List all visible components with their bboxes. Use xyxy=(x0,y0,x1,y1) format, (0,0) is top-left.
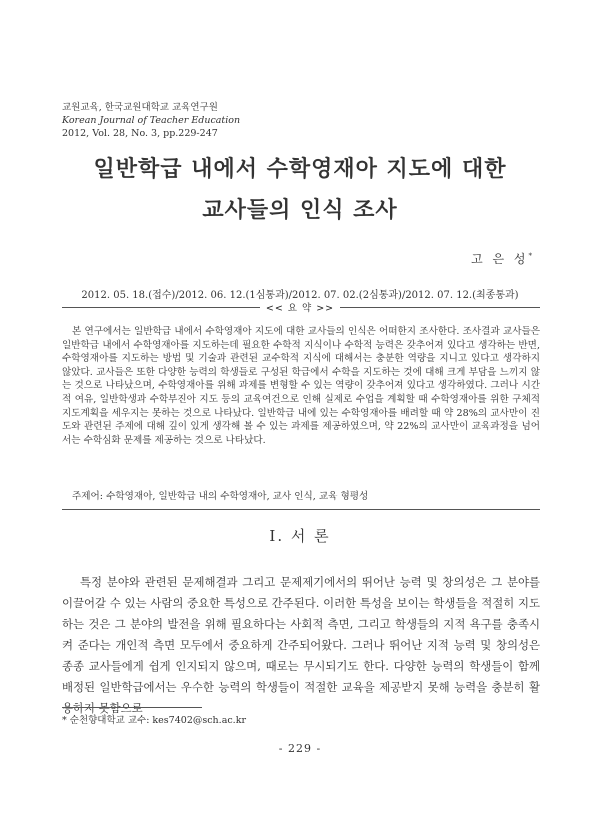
author-footnote: * 순천향대학교 교수: kes7402@sch.ac.kr xyxy=(62,715,246,726)
journal-volume-info: 2012, Vol. 28, No. 3, pp.229-247 xyxy=(62,128,218,139)
abstract-heading xyxy=(0,300,600,314)
abstract-bottom-rule xyxy=(62,509,540,510)
footnote-rule xyxy=(62,707,202,708)
submission-dates: 2012. 05. 18.(접수)/2012. 06. 12.(1심통과)/2012. 07. 02.(2심통과)/2012. 07. 12.(최종통과) xyxy=(81,290,519,301)
journal-name-korean: 교원교육, 한국교원대학교 교육연구원 xyxy=(62,102,218,113)
keywords: 주제어: 수학영재아, 일반학급 내의 수학영재아, 교사 인식, 교육 형평성 xyxy=(72,491,369,502)
author xyxy=(471,250,532,267)
journal-name-english: Korean Journal of Teacher Education xyxy=(62,115,241,126)
author-name: 고 은 성 xyxy=(471,252,529,266)
abstract-label: << 요 약 >> xyxy=(260,303,340,314)
paper-title-line-1: 일반학급 내에서 수학영재아 지도에 대한 xyxy=(93,156,507,182)
section-heading-introduction: Ⅰ. 서 론 xyxy=(269,527,331,545)
journal-header xyxy=(62,101,240,140)
paper-title-line-2: 교사들의 인식 조사 xyxy=(202,197,398,223)
page-number: - 229 - xyxy=(278,742,322,755)
body-paragraph: 특정 분야와 관련된 문제해결과 그리고 문제제기에서의 뛰어난 능력 및 창의성은 그 분야를 이끌어갈 수 있는 사람의 중요한 특성으로 간주된다. 이러한 특성을 보이는 학생들을 적절히 지도하는 것은 그 분야의 발전을 위해 필요하다는 사회적 측면, 그리고 학생들의 지적 욕구를 충족시켜 준다는 개인적 측면 모두에서 중요하게 간주되어왔다. 그러나 뛰어난 지적 능력 및 창의성은 종종 교사들에게 쉽게 인지되지 않으며, 때로는 무시되기도 한다. 다양한 능력의 학생들이 함께 배정된 일반학급에서는 우수한 능력의 학생들이 적절한 교육을 제공받지 못해 능력을 충분히 활용하지 못함으로 xyxy=(62,575,540,715)
abstract-text: 본 연구에서는 일반학급 내에서 수학영재아 지도에 대한 교사들의 인식은 어떠한지 조사한다. 조사결과 교사들은 일반학급 내에서 수학영재아를 지도하는데 필요한 수학적 지식이나 수학적 능력은 갖추어져 있다고 생각하는 반면, 수학영재아를 지도하는 방법 및 기술과 관련된 교수학적 지식에 대해서는 충분한 역량을 지니고 있다고 생각하지 않았다. 교사들은 또한 다양한 능력의 학생들로 구성된 학급에서 수학을 지도하는 것에 대해 크게 부담을 느끼지 않는 것으로 나타났으며, 수학영재아를 위해 과제를 변형할 수 있는 역량이 갖추어져 있다고 생각하였다. 그러나 시간적 여유, 일반학생과 수학부진아 지도 등의 교육여건으로 인해 실제로 수업을 계획할 때 수학영재아를 위한 구체적 지도계획을 세우지는 못하는 것으로 나타났다. 일반학급 내에 있는 수학영재아를 배려할 때 약 28%의 교사만이 진도와 관련된 주제에 대해 깊이 있게 생각해 볼 수 있는 과제를 제공하였으며, 약 22%의 교사만이 교육과정을 넘어서는 수학심화 문제를 제공하는 것으로 나타났다. xyxy=(62,326,540,446)
author-footnote-mark: * xyxy=(528,252,532,260)
